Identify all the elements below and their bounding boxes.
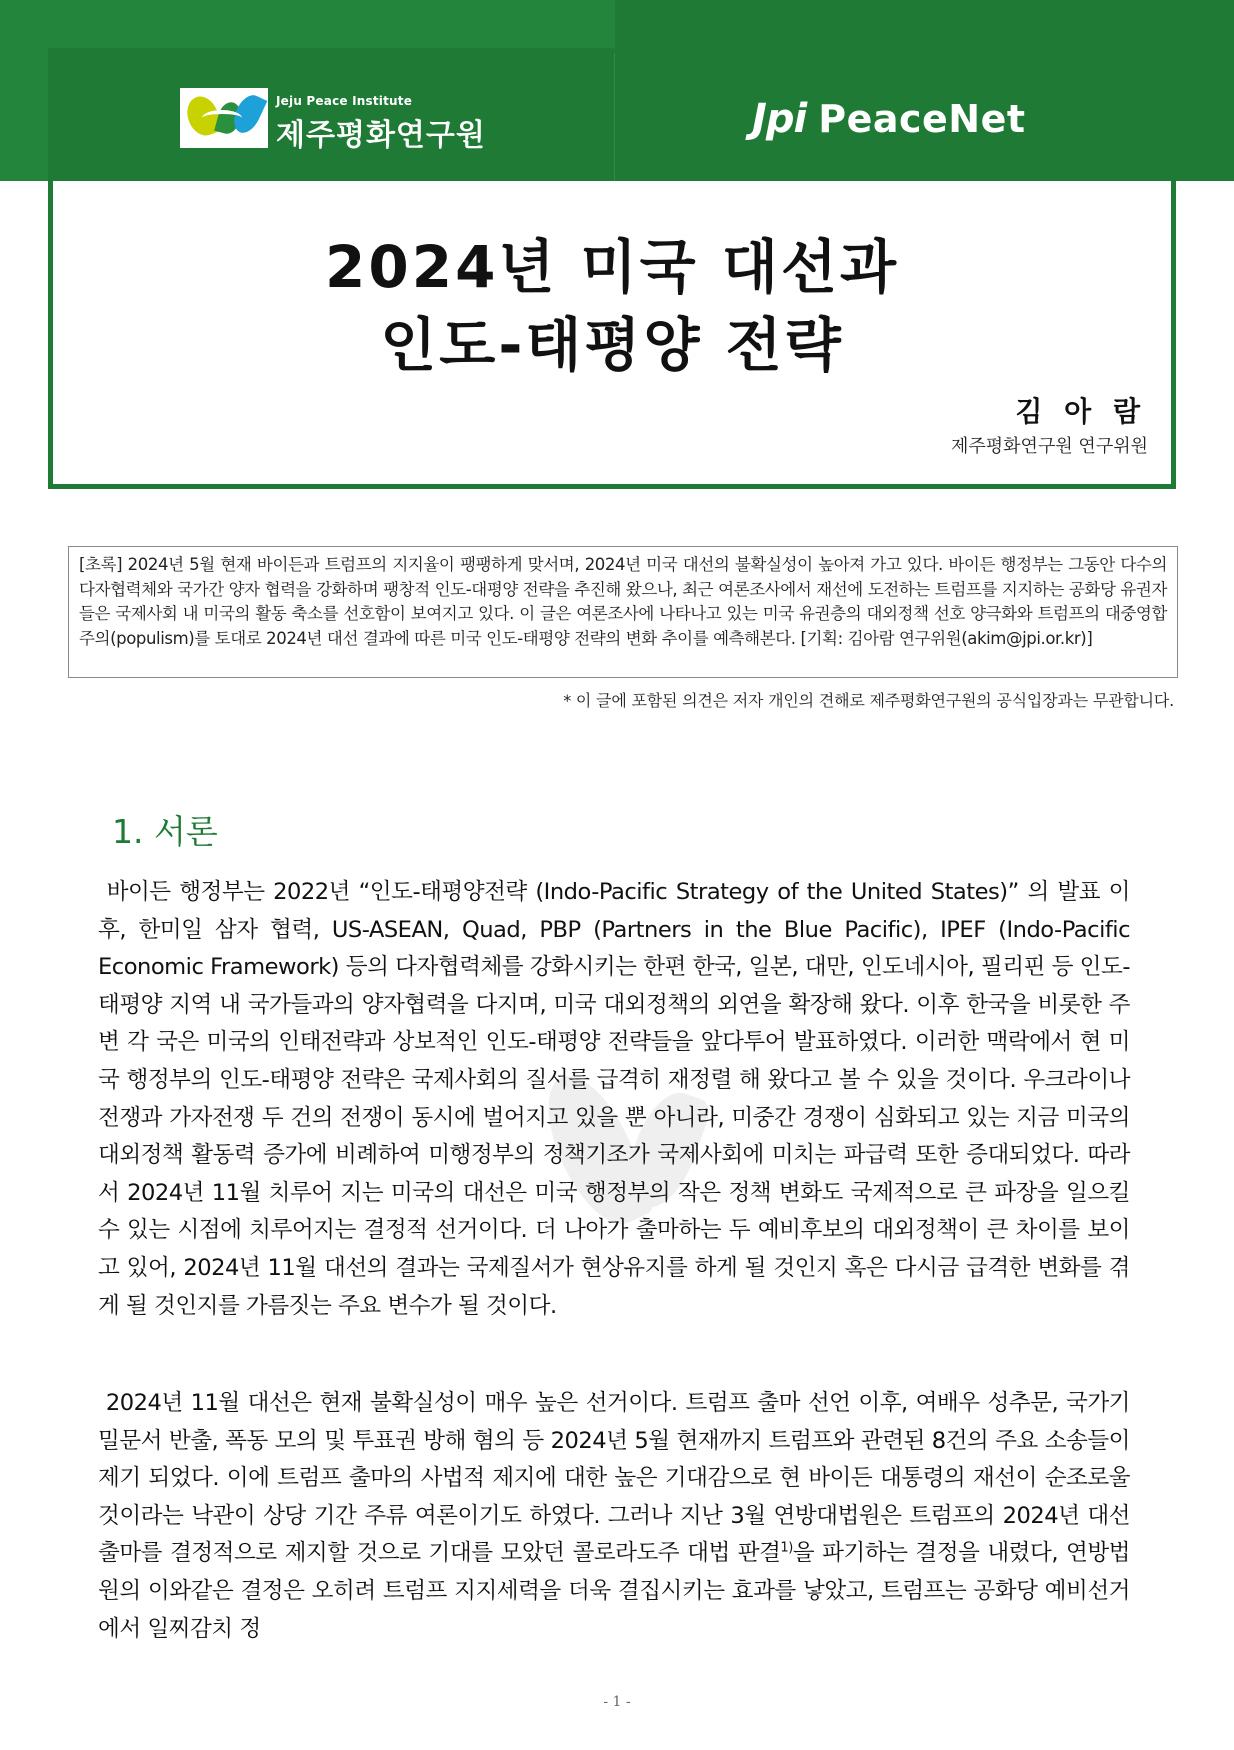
disclaimer-note: * 이 글에 포함된 의견은 저자 개인의 견해로 제주평화연구원의 공식입장과는 무관합니다. — [563, 691, 1174, 710]
page-number: - 1 - — [603, 1694, 631, 1710]
jpi-mark: Jpi — [752, 96, 807, 142]
body-paragraph-2 — [98, 1385, 1130, 1648]
paragraph-2-text-b: 을 파기하는 결정을 내렸다, 연방법원의 이와같은 결정은 오히려 트럼프 지지세력을 더욱 결집시키는 효과를 낳았고, 트럼프는 공화당 예비선거에서 일찌감치 정 — [98, 1540, 1130, 1642]
peacenet-name: PeaceNet — [818, 97, 1026, 141]
paragraph-1-text: 바이든 행정부는 2022년 “인도-태평양전략 (Indo-Pacific Strategy of the United States)” 의 발표 이후, 한미일 삼자 협력, US-ASEAN, Quad, PBP (Partners in the Blue Pacific), IPEF (Indo-Pacific Economic Framework) 등의 다자협력체를 강화시키는 한편 한국, 일본, 대만, 인도네시아, 필리핀 등 인도-태평양 지역 내 국가들과의 양자협력을 다지며, 미국 대외정책의 외연을 확장해 왔다. 이후 한국을 비롯한 주변 각 국은 미국의 인태전략과 상보적인 인도-태평양 전략들을 앞다투어 발표하였다. 이러한 맥락에서 현 미국 행정부의 인도-태평양 전략은 국제사회의 질서를 급격히 재정렬 해 왔다고 볼 수 있을 것이다. 우크라이나 전쟁과 가자전쟁 두 건의 전쟁이 동시에 벌어지고 있을 뿐 아니라, 미중간 경쟁이 심화되고 있는 지금 미국의 대외정책 활동력 증가에 비례하여 미행정부의 정책기조가 국제사회에 미치는 파급력 또한 증대되었다. 따라서 2024년 11월 치루어 지는 미국의 대선은 미국 행정부의 작은 정책 변화도 국제적으로 큰 파장을 일으킬 수 있는 시점에 치루어지는 결정적 선거이다. 더 나아가 출마하는 두 예비후보의 대외정책이 큰 차이를 보이고 있어, 2024년 11월 대선의 결과는 국제질서가 현상유지를 하게 될 것인지 혹은 다시금 급격한 변화를 겪게 될 것인지를 가름짓는 주요 변수가 될 것이다. — [98, 879, 1130, 1319]
document-title-line1: 2024년 미국 대선과 — [325, 233, 899, 301]
footnote-ref-1[interactable]: 1) — [780, 1540, 793, 1556]
body-paragraph-1 — [98, 874, 1130, 1325]
abstract-box: [초록] 2024년 5월 현재 바이든과 트럼프의 지지율이 팽팽하게 맞서며, 2024년 미국 대선의 불확실성이 높아져 가고 있다. 바이든 행정부는 그동안 다수의 다자협력체와 국가간 양자 협력을 강화하며 팽창적 인도-대평양 전략을 추진해 왔으나, 최근 여론조사에서 재선에 도전하는 트럼프를 지지하는 공화당 유권자들은 국제사회 내 미국의 활동 축소를 선호함이 보여지고 있다. 이 글은 여론조사에 나타나고 있는 미국 유권층의 대외정책 선호 양극화와 트럼프의 대중영합주의(populism)를 토대로 2024년 대선 결과에 따른 미국 인도-태평양 전략의 변화 추이를 예측해본다. [기획: 김아람 연구위원(akim@jpi.or.kr)] — [68, 546, 1178, 678]
document-title-line2: 인도-태평양 전략 — [380, 311, 844, 379]
section-heading: 1. 서론 — [112, 812, 218, 851]
logo-korean-name: 제주평화연구원 — [276, 118, 486, 153]
author-name: 김 아 람 — [1015, 395, 1146, 428]
logo-english-name: Jeju Peace Institute — [276, 94, 413, 108]
paragraph-2-text-a: 2024년 11월 대선은 현재 불확실성이 매우 높은 선거이다. 트럼프 출마 선언 이후, 여배우 성추문, 국가기밀문서 반출, 폭동 모의 및 투표권 방해 혐의 등 2024년 5월 현재까지 트럼프와 관련된 8건의 주요 소송들이 제기 되었다. 이에 트럼프 출마의 사법적 제지에 대한 높은 기대감으로 현 바이든 대통령의 재선이 순조로울 것이라는 낙관이 상당 기간 주류 여론이기도 하였다. 그러나 지난 3월 연방대법원은 트럼프의 2024년 대선 출마를 결정적으로 제지할 것으로 기대를 모았던 콜로라도주 대법 판결 — [98, 1390, 1130, 1567]
author-affiliation: 제주평화연구원 연구위원 — [951, 436, 1148, 457]
jpi-emblem-icon — [180, 88, 268, 148]
jeju-peace-institute-logo — [180, 88, 490, 153]
peacenet-logo — [752, 96, 1026, 146]
